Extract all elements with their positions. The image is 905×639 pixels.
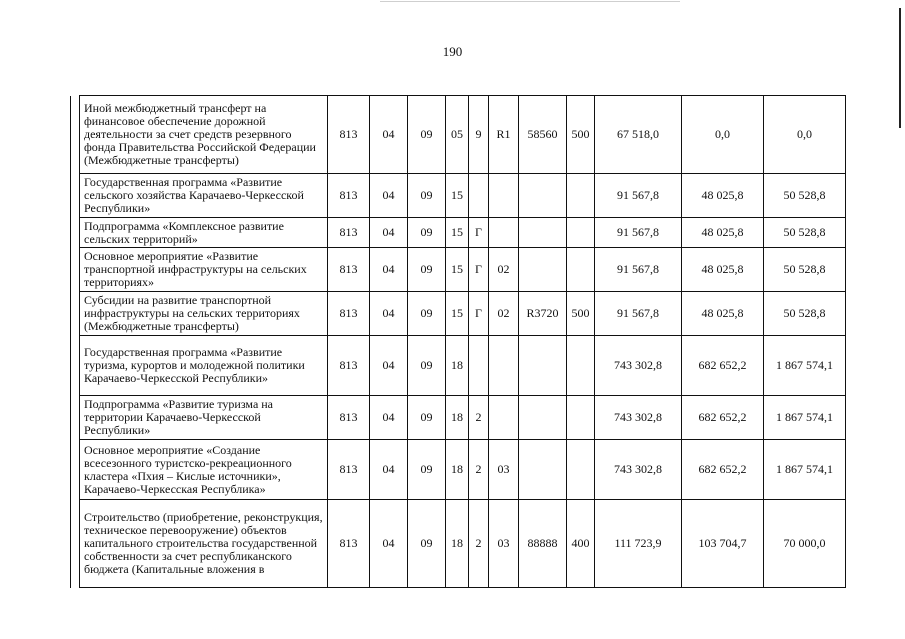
cell-program-code: 18 (446, 396, 469, 440)
cell-section-code: 04 (370, 336, 408, 396)
page-number: 190 (442, 44, 463, 59)
cell-direction-code (519, 174, 567, 218)
cell-program-code: 18 (446, 336, 469, 396)
cell-subsection-code: 09 (408, 218, 446, 248)
left-stub-column (71, 96, 80, 174)
row-name: Государственная программа «Развитие туризма, курортов и молодежной политики Карачаево-Черкесской Республики» (80, 336, 328, 396)
cell-direction-code: R3720 (519, 292, 567, 336)
cell-subprogram-code (469, 336, 489, 396)
table-row (71, 218, 846, 248)
cell-expense-type-code (567, 218, 595, 248)
cell-program-code: 18 (446, 500, 469, 588)
cell-direction-code: 88888 (519, 500, 567, 588)
cell-direction-code (519, 396, 567, 440)
scan-top-line (380, 1, 680, 2)
cell-activity-code: 02 (489, 292, 519, 336)
row-name: Основное мероприятие «Создание всесезонного туристско-рекреационного кластера «Пхия – Кислые источники», Карачаево-Черкесская Республика» (80, 440, 328, 500)
cell-section-code: 04 (370, 440, 408, 500)
cell-expense-type-code (567, 396, 595, 440)
cell-ministry-code: 813 (328, 500, 370, 588)
table-row (71, 500, 846, 588)
left-stub-column (71, 396, 80, 440)
cell-amount-year-1: 743 302,8 (595, 396, 682, 440)
cell-direction-code (519, 336, 567, 396)
cell-amount-year-1: 67 518,0 (595, 96, 682, 174)
cell-direction-code (519, 440, 567, 500)
cell-amount-year-3: 1 867 574,1 (764, 336, 846, 396)
cell-program-code: 15 (446, 218, 469, 248)
cell-section-code: 04 (370, 174, 408, 218)
cell-ministry-code: 813 (328, 248, 370, 292)
cell-ministry-code: 813 (328, 336, 370, 396)
cell-section-code: 04 (370, 96, 408, 174)
cell-subprogram-code: 2 (469, 500, 489, 588)
cell-section-code: 04 (370, 248, 408, 292)
cell-subsection-code: 09 (408, 96, 446, 174)
row-name: Основное мероприятие «Развитие транспортной инфраструктуры на сельских территориях» (80, 248, 328, 292)
cell-subprogram-code: 9 (469, 96, 489, 174)
cell-subprogram-code (469, 174, 489, 218)
cell-activity-code (489, 396, 519, 440)
cell-ministry-code: 813 (328, 174, 370, 218)
budget-table (70, 95, 846, 588)
cell-amount-year-3: 1 867 574,1 (764, 396, 846, 440)
table-row (71, 440, 846, 500)
table-row (71, 248, 846, 292)
cell-expense-type-code (567, 440, 595, 500)
cell-amount-year-1: 91 567,8 (595, 292, 682, 336)
cell-amount-year-2: 48 025,8 (682, 292, 764, 336)
cell-section-code: 04 (370, 396, 408, 440)
cell-amount-year-3: 0,0 (764, 96, 846, 174)
cell-amount-year-1: 743 302,8 (595, 336, 682, 396)
left-stub-column (71, 218, 80, 248)
cell-amount-year-1: 91 567,8 (595, 174, 682, 218)
row-name: Государственная программа «Развитие сельского хозяйства Карачаево-Черкесской Республики» (80, 174, 328, 218)
table-row (71, 174, 846, 218)
cell-amount-year-3: 50 528,8 (764, 292, 846, 336)
cell-amount-year-2: 48 025,8 (682, 174, 764, 218)
cell-amount-year-3: 1 867 574,1 (764, 440, 846, 500)
cell-subsection-code: 09 (408, 248, 446, 292)
cell-program-code: 05 (446, 96, 469, 174)
cell-amount-year-3: 50 528,8 (764, 248, 846, 292)
cell-program-code: 15 (446, 292, 469, 336)
cell-amount-year-1: 111 723,9 (595, 500, 682, 588)
cell-ministry-code: 813 (328, 292, 370, 336)
cell-amount-year-2: 103 704,7 (682, 500, 764, 588)
cell-ministry-code: 813 (328, 396, 370, 440)
cell-direction-code: 58560 (519, 96, 567, 174)
table-row (71, 336, 846, 396)
cell-section-code: 04 (370, 292, 408, 336)
cell-subsection-code: 09 (408, 500, 446, 588)
row-name: Строительство (приобретение, реконструкция, техническое перевооружение) объектов капитального строительства государственной собственности за счет республиканского бюджета (Капитальные вложения в (80, 500, 328, 588)
cell-activity-code: 03 (489, 500, 519, 588)
scan-edge-mark (899, 8, 901, 128)
cell-amount-year-2: 48 025,8 (682, 218, 764, 248)
cell-subsection-code: 09 (408, 336, 446, 396)
cell-activity-code: 03 (489, 440, 519, 500)
cell-direction-code (519, 248, 567, 292)
row-name: Иной межбюджетный трансферт на финансовое обеспечение дорожной деятельности за счет средств резервного фонда Правительства Российской Федерации (Межбюджетные трансферты) (80, 96, 328, 174)
cell-expense-type-code (567, 336, 595, 396)
left-stub-column (71, 248, 80, 292)
cell-amount-year-1: 91 567,8 (595, 218, 682, 248)
cell-section-code: 04 (370, 500, 408, 588)
cell-subsection-code: 09 (408, 292, 446, 336)
row-name: Подпрограмма «Развитие туризма на территории Карачаево-Черкесской Республики» (80, 396, 328, 440)
row-name: Подпрограмма «Комплексное развитие сельских территорий» (80, 218, 328, 248)
cell-expense-type-code (567, 248, 595, 292)
table-row (71, 96, 846, 174)
cell-expense-type-code: 400 (567, 500, 595, 588)
left-stub-column (71, 440, 80, 500)
cell-subprogram-code: Г (469, 218, 489, 248)
cell-activity-code (489, 174, 519, 218)
cell-expense-type-code (567, 174, 595, 218)
cell-amount-year-1: 91 567,8 (595, 248, 682, 292)
cell-subprogram-code: 2 (469, 440, 489, 500)
cell-amount-year-2: 682 652,2 (682, 396, 764, 440)
cell-activity-code (489, 336, 519, 396)
cell-expense-type-code: 500 (567, 96, 595, 174)
cell-amount-year-3: 50 528,8 (764, 218, 846, 248)
cell-subprogram-code: Г (469, 248, 489, 292)
cell-section-code: 04 (370, 218, 408, 248)
cell-amount-year-2: 682 652,2 (682, 440, 764, 500)
cell-amount-year-3: 70 000,0 (764, 500, 846, 588)
cell-amount-year-1: 743 302,8 (595, 440, 682, 500)
cell-amount-year-3: 50 528,8 (764, 174, 846, 218)
cell-ministry-code: 813 (328, 440, 370, 500)
table-row (71, 396, 846, 440)
cell-ministry-code: 813 (328, 218, 370, 248)
left-stub-column (71, 292, 80, 336)
cell-ministry-code: 813 (328, 96, 370, 174)
table-row (71, 292, 846, 336)
cell-program-code: 18 (446, 440, 469, 500)
cell-amount-year-2: 0,0 (682, 96, 764, 174)
cell-program-code: 15 (446, 248, 469, 292)
left-stub-column (71, 500, 80, 588)
cell-subprogram-code: 2 (469, 396, 489, 440)
cell-activity-code: R1 (489, 96, 519, 174)
cell-activity-code (489, 218, 519, 248)
cell-subsection-code: 09 (408, 396, 446, 440)
cell-subprogram-code: Г (469, 292, 489, 336)
cell-expense-type-code: 500 (567, 292, 595, 336)
row-name: Субсидии на развитие транспортной инфраструктуры на сельских территориях (Межбюджетные трансферты) (80, 292, 328, 336)
table-body (71, 96, 846, 588)
cell-subsection-code: 09 (408, 174, 446, 218)
cell-program-code: 15 (446, 174, 469, 218)
cell-amount-year-2: 682 652,2 (682, 336, 764, 396)
cell-direction-code (519, 218, 567, 248)
cell-activity-code: 02 (489, 248, 519, 292)
left-stub-column (71, 174, 80, 218)
left-stub-column (71, 336, 80, 396)
cell-subsection-code: 09 (408, 440, 446, 500)
cell-amount-year-2: 48 025,8 (682, 248, 764, 292)
